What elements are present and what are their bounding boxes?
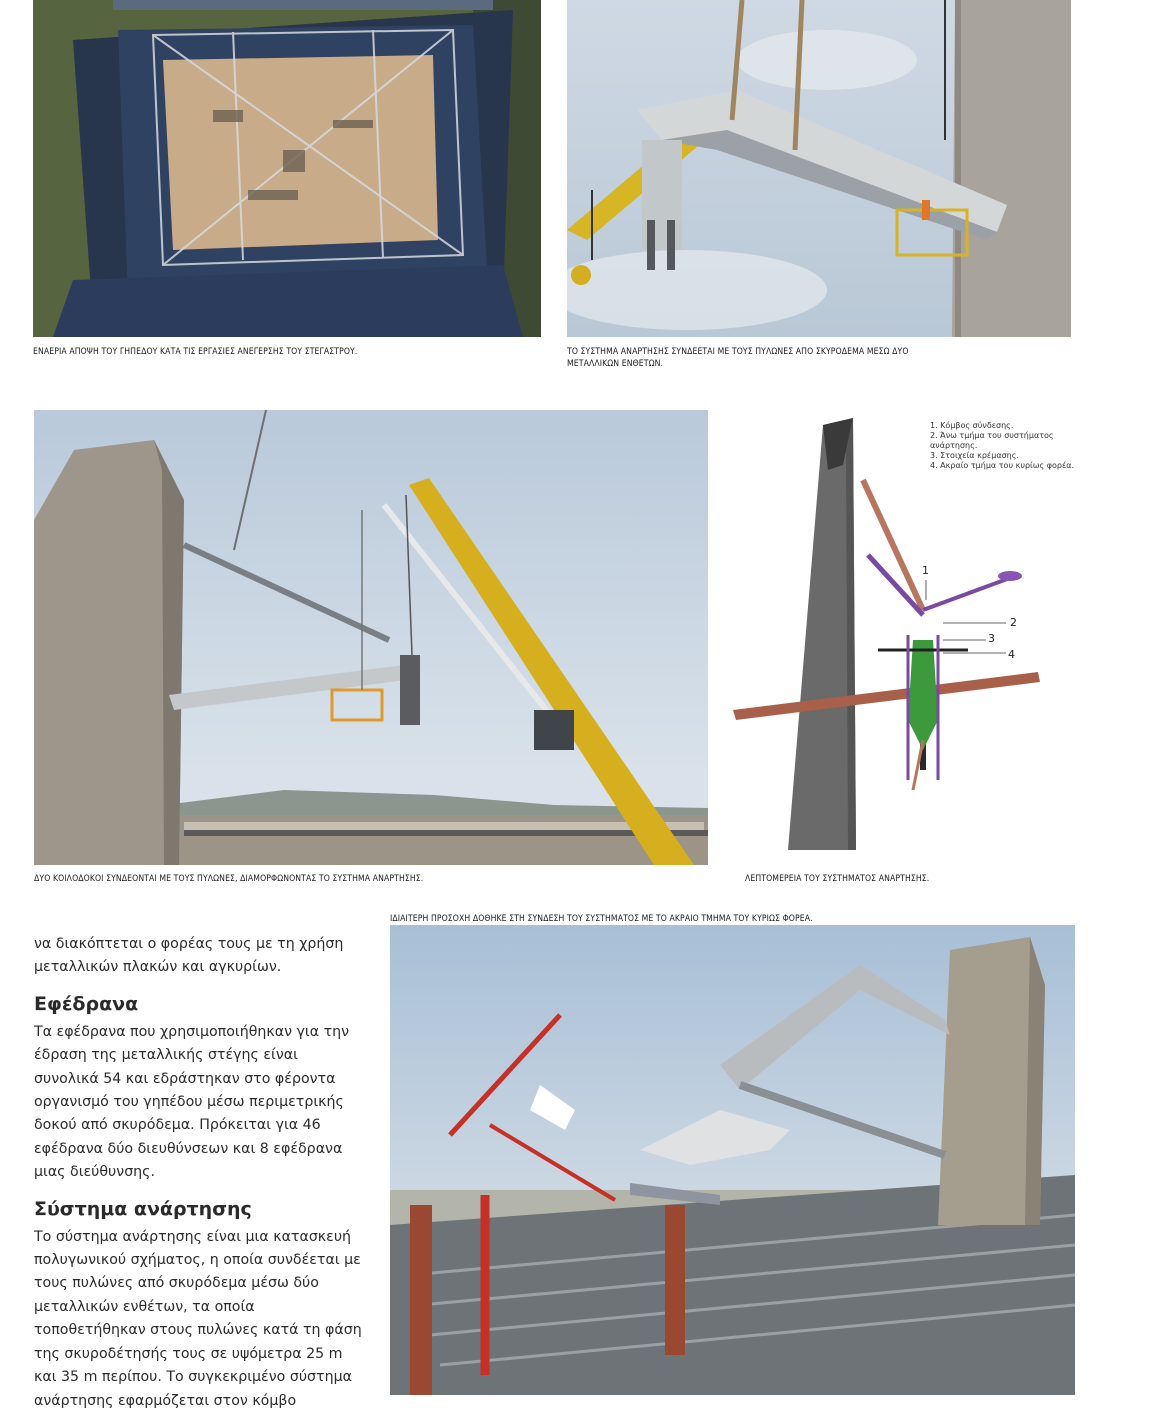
suspension-detail-diagram	[728, 410, 1078, 865]
article-intro: να διακόπτεται ο φορέας τους με τη χρήση μεταλλικών πλακών και αγκυρίων.	[34, 936, 344, 976]
suspension-caption-line2: ΜΕΤΑΛΛΙΚΩΝ ΕΝΘΕΤΩΝ.	[567, 359, 664, 369]
bearings-paragraph: Τα εφέδρανα που χρησιμοποιήθηκαν για την έδραση της μεταλλικής στέγης είναι συνολικά 54 και εδράστηκαν στο φέροντα οργανισμό του γηπέδου μέσω περιμετρικής δοκού από σκυρόδεμα. Πρόκειται για 46 εφέδρανα δύο διευθύνσεων και 8 εφέδρανα μιας διεύθυνσης.	[34, 1023, 350, 1181]
beams-cranes-photo	[34, 410, 708, 865]
callout-1: 1	[922, 564, 929, 577]
callout-3: 3	[988, 632, 995, 645]
beams-caption: ΔΥΟ ΚΟΙΛΟΔΟΚΟΙ ΣΥΝΔΕΟΝΤΑΙ ΜΕ ΤΟΥΣ ΠΥΛΩΝΕΣ, ΔΙΑΜΟΡΦΩΝΟΝΤΑΣ ΤΟ ΣΥΣΤΗΜΑ ΑΝΑΡΤΗΣΗΣ.	[34, 874, 424, 884]
legend-item: 2. Άνω τμήμα του συστήματος ανάρτησης.	[930, 431, 1054, 450]
suspension-caption-line1: ΤΟ ΣΥΣΤΗΜΑ ΑΝΑΡΤΗΣΗΣ ΣΥΝΔΕΕΤΑΙ ΜΕ ΤΟΥΣ ΠΥΛΩΝΕΣ ΑΠΟ ΣΚΥΡΟΔΕΜΑ ΜΕΣΩ ΔΥΟ	[567, 347, 909, 357]
diagram-legend	[930, 421, 1080, 471]
legend-item: 3. Στοιχεία κρέμασης.	[930, 451, 1019, 460]
detail-caption: ΛΕΠΤΟΜΕΡΕΙΑ ΤΟΥ ΣΥΣΤΗΜΑΤΟΣ ΑΝΑΡΤΗΣΗΣ.	[745, 874, 930, 884]
suspension-heading: Σύστημα ανάρτησης	[34, 1197, 252, 1220]
connection-caption: ΙΔΙΑΙΤΕΡΗ ΠΡΟΣΟΧΗ ΔΟΘΗΚΕ ΣΤΗ ΣΥΝΔΕΣΗ ΤΟΥ ΣΥΣΤΗΜΑΤΟΣ ΜΕ ΤΟ ΑΚΡΑΙΟ ΤΜΗΜΑ ΤΟΥ ΚΥΡΙΩΣ ΦΟΡΕΑ.	[390, 914, 813, 924]
legend-item: 4. Ακραίο τμήμα του κυρίως φορέα.	[930, 461, 1075, 470]
connection-stadium-photo	[390, 925, 1075, 1395]
callout-4: 4	[1008, 648, 1015, 661]
callout-2: 2	[1010, 616, 1017, 629]
bearings-heading: Εφέδρανα	[34, 992, 139, 1015]
suspension-paragraph: Το σύστημα ανάρτησης είναι μια κατασκευή πολυγωνικού σχήματος, η οποία συνδέεται με τους πυλώνες από σκυρόδεμα μέσω δύο μεταλλικών ενθέτων, τα οποία τοποθετήθηκαν στους πυλώνες κατά τη φάση της σκυροδέτησής τους σε υψόμετρα 25 m και 35 m περίπου. Το συγκεκριμένο σύστημα ανάρτησης εφαρμόζεται στον κόμβο	[34, 1228, 362, 1409]
legend-item: 1. Κόμβος σύνδεσης.	[930, 421, 1014, 430]
aerial-stadium-photo	[33, 0, 541, 337]
article-body	[34, 933, 364, 1413]
suspension-lift-photo	[567, 0, 1071, 337]
aerial-caption: ΕΝΑΕΡΙΑ ΑΠΟΨΗ ΤΟΥ ΓΗΠΕΔΟΥ ΚΑΤΑ ΤΙΣ ΕΡΓΑΣΙΕΣ ΑΝΕΓΕΡΣΗΣ ΤΟΥ ΣΤΕΓΑΣΤΡΟΥ.	[33, 347, 358, 357]
